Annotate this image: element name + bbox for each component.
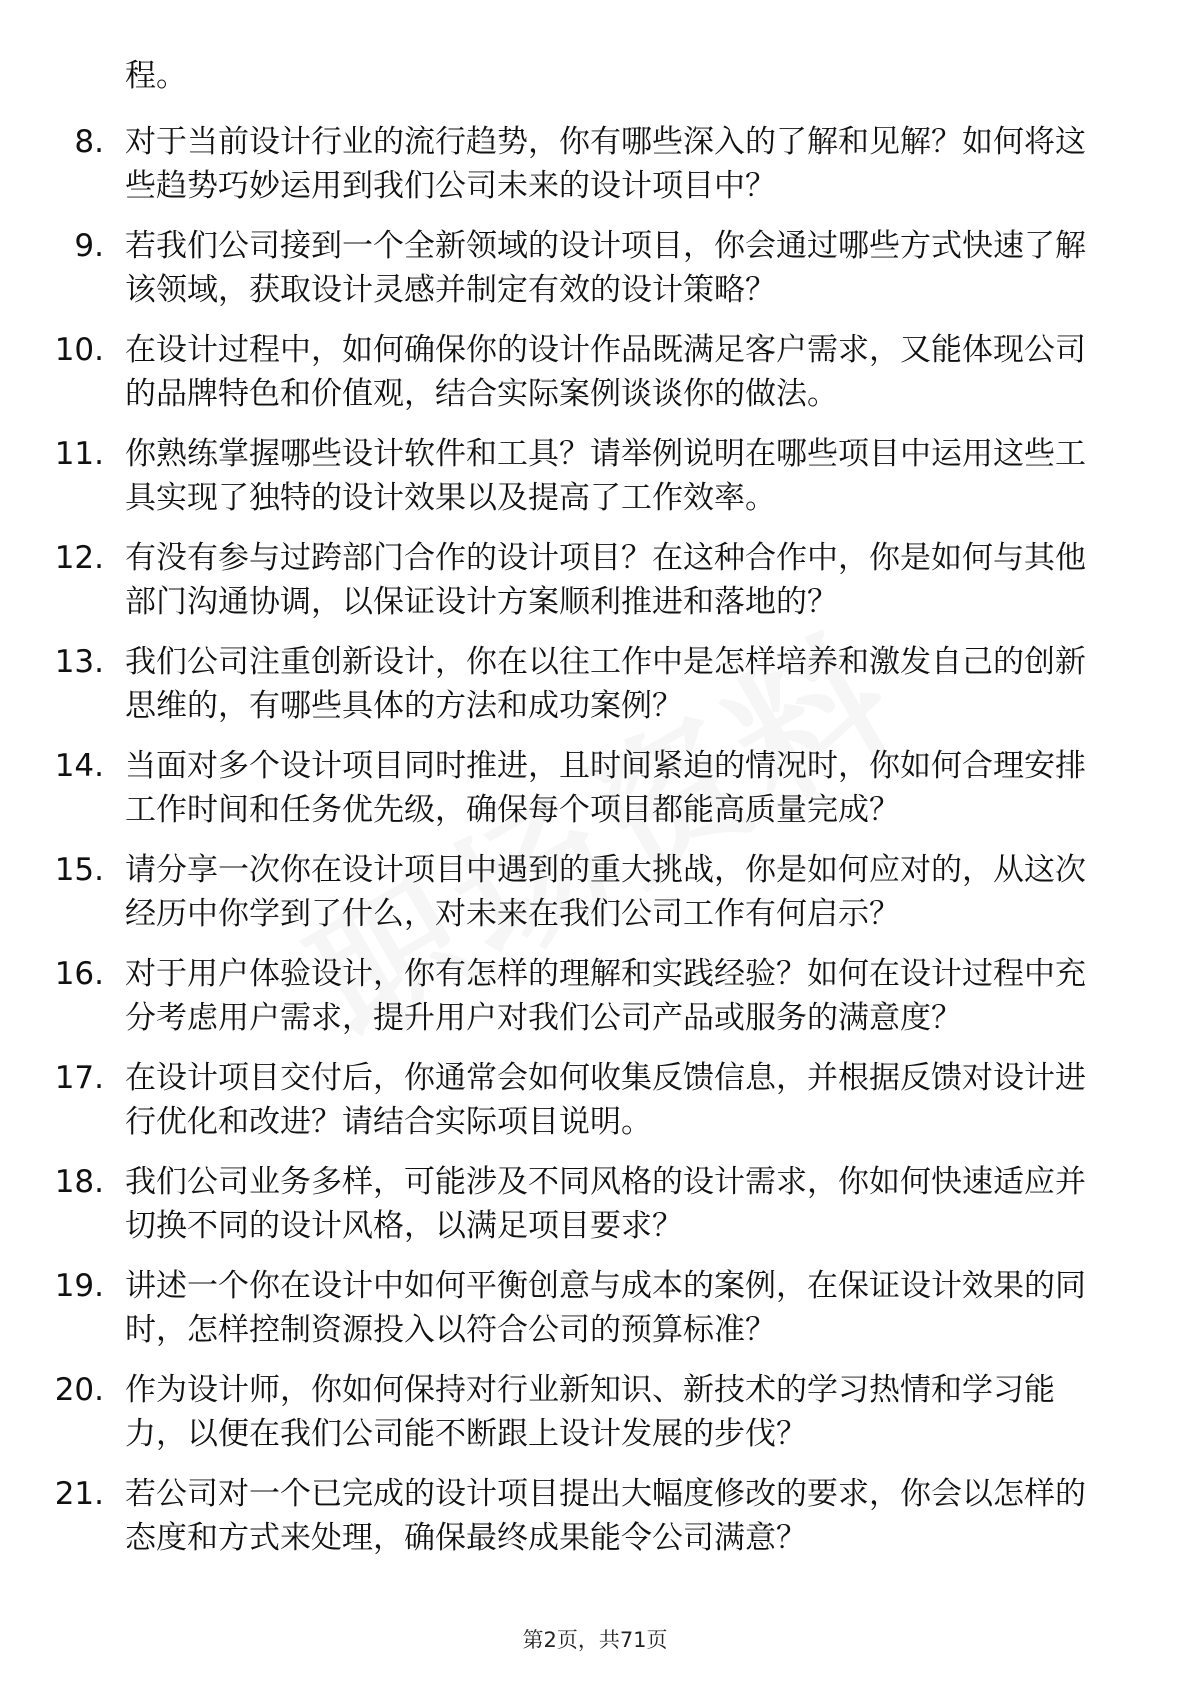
question-item — [0, 432, 1190, 520]
question-text: 若公司对一个已完成的设计项目提出大幅度修改的要求，你会以怎样的态度和方式来处理，确保最终成果能令公司满意？ — [125, 1476, 1086, 1556]
question-text: 在设计过程中，如何确保你的设计作品既满足客户需求，又能体现公司的品牌特色和价值观，结合实际案例谈谈你的做法。 — [125, 332, 1086, 412]
question-item — [0, 848, 1190, 936]
question-number: 11. — [54, 436, 104, 472]
question-number: 17. — [54, 1060, 104, 1096]
question-item — [0, 952, 1190, 1040]
continuation-text: 程。 — [125, 58, 187, 94]
question-item — [0, 328, 1190, 416]
question-item — [0, 224, 1190, 312]
question-number: 21. — [54, 1476, 104, 1512]
question-item — [0, 744, 1190, 832]
question-text: 对于用户体验设计，你有怎样的理解和实践经验？如何在设计过程中充分考虑用户需求，提升用户对我们公司产品或服务的满意度？ — [125, 956, 1086, 1036]
question-text: 在设计项目交付后，你通常会如何收集反馈信息，并根据反馈对设计进行优化和改进？请结合实际项目说明。 — [125, 1060, 1086, 1140]
question-number: 19. — [54, 1268, 104, 1304]
question-number: 12. — [54, 540, 104, 576]
question-item — [0, 1160, 1190, 1248]
question-list — [0, 120, 1190, 1576]
question-number: 18. — [54, 1164, 104, 1200]
question-text: 作为设计师，你如何保持对行业新知识、新技术的学习热情和学习能力，以便在我们公司能不断跟上设计发展的步伐？ — [125, 1372, 1055, 1452]
question-item — [0, 640, 1190, 728]
question-text: 对于当前设计行业的流行趋势，你有哪些深入的了解和见解？如何将这些趋势巧妙运用到我们公司未来的设计项目中？ — [125, 124, 1086, 204]
question-text: 有没有参与过跨部门合作的设计项目？在这种合作中，你是如何与其他部门沟通协调，以保证设计方案顺利推进和落地的？ — [125, 540, 1086, 620]
question-number: 9. — [74, 228, 104, 264]
question-text: 我们公司业务多样，可能涉及不同风格的设计需求，你如何快速适应并切换不同的设计风格，以满足项目要求？ — [125, 1164, 1086, 1244]
question-item — [0, 1264, 1190, 1352]
question-item — [0, 1472, 1190, 1560]
question-number: 15. — [54, 852, 104, 888]
question-number: 20. — [54, 1372, 104, 1408]
question-text: 讲述一个你在设计中如何平衡创意与成本的案例，在保证设计效果的同时，怎样控制资源投入以符合公司的预算标准？ — [125, 1268, 1086, 1348]
question-text: 当面对多个设计项目同时推进，且时间紧迫的情况时，你如何合理安排工作时间和任务优先级，确保每个项目都能高质量完成？ — [125, 748, 1086, 828]
question-item — [0, 1056, 1190, 1144]
question-number: 13. — [54, 644, 104, 680]
question-text: 若我们公司接到一个全新领域的设计项目，你会通过哪些方式快速了解该领域，获取设计灵感并制定有效的设计策略？ — [125, 228, 1086, 308]
question-text: 请分享一次你在设计项目中遇到的重大挑战，你是如何应对的，从这次经历中你学到了什么，对未来在我们公司工作有何启示？ — [125, 852, 1086, 932]
page-footer: 第2页，共71页 — [522, 1628, 668, 1652]
question-text: 我们公司注重创新设计，你在以往工作中是怎样培养和激发自己的创新思维的，有哪些具体的方法和成功案例？ — [125, 644, 1086, 724]
question-number: 14. — [54, 748, 104, 784]
question-number: 10. — [54, 332, 104, 368]
question-item — [0, 120, 1190, 208]
question-item — [0, 536, 1190, 624]
question-number: 16. — [54, 956, 104, 992]
question-text: 你熟练掌握哪些设计软件和工具？请举例说明在哪些项目中运用这些工具实现了独特的设计效果以及提高了工作效率。 — [125, 436, 1086, 516]
question-number: 8. — [74, 124, 104, 160]
question-item — [0, 1368, 1190, 1456]
